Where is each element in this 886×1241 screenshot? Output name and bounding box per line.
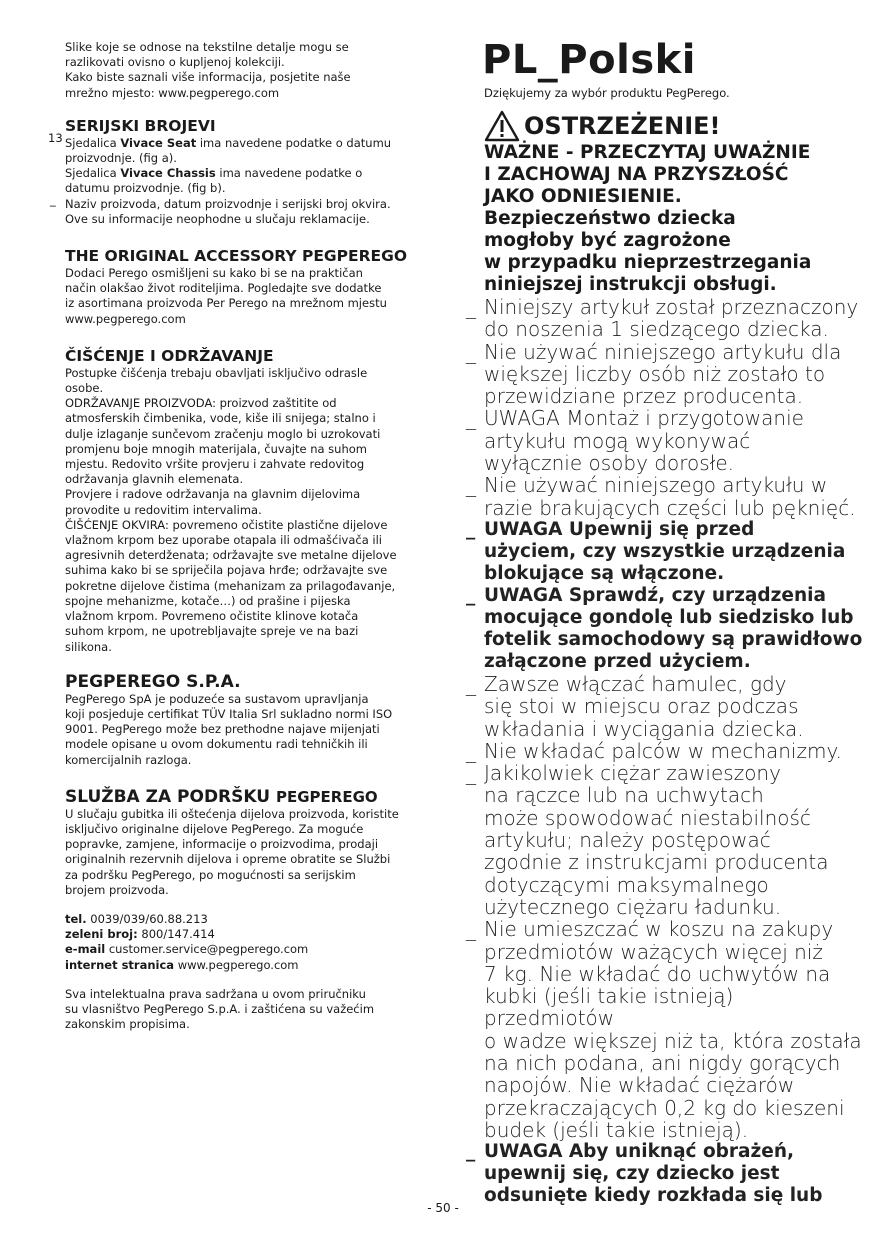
accessory-line: iz asortimana proizvoda Per Perego na mrežnom mjestu	[65, 296, 387, 311]
intro-line: razlikovati ovisno o kupljenoj kolekciji.	[65, 55, 285, 70]
warning-item-line: Zawsze włączać hamulec, gdy	[484, 671, 787, 696]
cleaning-line: osobe.	[65, 381, 104, 396]
cleaning-line: mjestu. Redovito vršite provjeru i zahvate redovitog	[65, 457, 365, 472]
warning-item	[466, 673, 866, 740]
cleaning-line: suhom krpom, ne upotrebljavajte spreje ve na bazi	[65, 624, 359, 639]
support-line: popravke, zamjene, informacije o proizvodima, prodaji	[65, 837, 379, 852]
cleaning-line: ODRŽAVANJE PROIZVODA: proizvod zaštitite od	[65, 396, 337, 411]
warning-item-line: przewidziane przez producenta.	[484, 384, 804, 409]
accessory-line: www.pegperego.com	[65, 311, 186, 326]
company-line: modele opisane u ovom dokumentu radi tehničkih ili	[65, 737, 368, 752]
bullet-dash: _	[466, 339, 476, 364]
warning-triangle-icon	[484, 110, 520, 142]
serial-line: Naziv proizvoda, datum proizvodnje i serijski broj okvira.	[65, 196, 391, 211]
bullet-dash: _	[466, 671, 476, 696]
serial-product: Vivace Chassis	[120, 166, 216, 181]
warning-item-line: UWAGA Montaż i przygotowanie	[484, 406, 804, 431]
warning-item-line: Nie używać niniejszego artykułu w	[484, 473, 828, 498]
support-line: originalnih rezervnih dijelova i opreme obratite se Službi	[65, 852, 391, 867]
warning-item	[466, 341, 866, 408]
warning-item-line: na nich podana, ani nigdy gorących	[484, 1051, 841, 1076]
contact-tel[interactable]	[65, 912, 435, 927]
warning-item-line: wkładania i wyciągania dziecka.	[484, 716, 804, 741]
warning-item-line: załączone przed użyciem.	[484, 650, 751, 672]
contact-label: tel.	[65, 911, 87, 926]
support-line: U slučaju gubitka ili oštećenja dijelova proizvoda, koristite	[65, 806, 399, 821]
left-column	[65, 40, 435, 1032]
support-line: isključivo originalne dijelove PegPerego. Za moguće	[65, 821, 364, 836]
rights-line: Sva intelektualna prava sadržana u ovom priručniku	[65, 986, 366, 1001]
bullet-dash: _	[466, 473, 476, 498]
warning-item-line: się stoi w miejscu oraz podczas	[484, 694, 799, 719]
warning-item-line: Niniejszy artykuł został przeznaczony	[484, 295, 859, 319]
serial-line: proizvodnje. (fig a).	[65, 151, 177, 166]
bullet-dash: _	[466, 584, 476, 606]
intro-text	[65, 40, 435, 101]
warning-item-line: dotyczącymi maksymalnego	[484, 872, 769, 897]
warning-item-line: na rączce lub na uchwytach	[484, 783, 764, 808]
company-line: PegPerego SpA je poduzeće sa sustavom upravljanja	[65, 691, 369, 706]
serial-heading: SERIJSKI BROJEVI	[65, 116, 216, 135]
contact-green[interactable]	[65, 927, 435, 942]
rights-block	[65, 987, 435, 1033]
bullet-dash: _	[466, 917, 476, 942]
warning-item-line: blokujące są włączone.	[484, 562, 725, 584]
warning-item-line: napojów. Nie wkładać ciężarów	[484, 1073, 795, 1098]
important-line: I ZACHOWAJ NA PRZYSZŁOŚĆ	[484, 164, 789, 185]
safety-line: mogłoby być zagrożone	[484, 230, 731, 251]
warning-item-line: Nie umieszczać w koszu na zakupy	[484, 917, 834, 942]
cleaning-line: ČIŠĆENJE OKVIRA: povremeno očistite plastične dijelove	[65, 517, 388, 532]
warning-item	[466, 740, 866, 762]
warning-title: OSTRZEŻENIE!	[524, 112, 721, 140]
cleaning-section	[65, 347, 435, 655]
contact-label: e-mail	[65, 942, 106, 957]
bullet-dash: _	[466, 406, 476, 431]
cleaning-line: vlažnom krpom. Povremeno očistite klinove kotača	[65, 609, 359, 624]
cleaning-line: agresivnih deterdženata; održavajte sve metalne dijelove	[65, 548, 397, 563]
cleaning-line: atmosferskih čimbenika, vode, kiše ili snijega; stalno i	[65, 411, 376, 426]
contact-label: zeleni broj:	[65, 927, 138, 942]
bullet-dash: _	[466, 1141, 476, 1163]
bullet-dash: _	[466, 738, 476, 763]
support-heading	[65, 788, 435, 807]
serial-line: datumu proizvodnje. (fig b).	[65, 181, 226, 196]
intro-line: Kako biste saznali više informacija, posjetite naše	[65, 70, 351, 85]
contact-value: www.pegperego.com	[174, 957, 299, 972]
warning-item-line: razie brakujących części lub pęknięć.	[484, 495, 856, 520]
warning-header	[484, 110, 866, 142]
warning-item	[466, 1141, 866, 1207]
warning-item	[466, 585, 866, 673]
warning-item-line: użytecznego ciężaru ładunku.	[484, 894, 782, 919]
important-line: WAŻNE - PRZECZYTAJ UWAŻNIE	[484, 142, 811, 163]
serial-text: Sjedalica	[65, 135, 121, 150]
warning-item	[466, 296, 866, 341]
warning-item-line: odsunięte kiedy rozkłada się lub	[484, 1185, 823, 1207]
cleaning-text	[65, 366, 435, 655]
rights-line: su vlasništvo PegPerego S.p.A. i zaštićena su važećim	[65, 1001, 375, 1016]
accessory-line: način olakšao život roditeljima. Pogledajte sve dodatke	[65, 281, 382, 296]
warning-item-line: przedmiotów ważących więcej niż	[484, 939, 823, 964]
rights-line: zakonskim propisima.	[65, 1017, 190, 1032]
warning-item-line: użyciem, czy wszystkie urządzenia	[484, 540, 846, 562]
serial-section	[65, 117, 435, 227]
company-line: komercijalnih razloga.	[65, 752, 192, 767]
company-line: koji posjeduje certifikat TÜV Italia Srl sukladno normi ISO	[65, 706, 393, 721]
cleaning-line: pokretne dijelove čistima (mehanizam za prilagođavanje,	[65, 578, 396, 593]
cleaning-line: silikona.	[65, 639, 112, 654]
warning-item-line: większej liczby osób niż zostało to	[484, 361, 826, 386]
support-line: brojem proizvoda.	[65, 882, 169, 897]
warning-item-line: wyłącznie osoby dorosłe.	[484, 451, 735, 476]
warning-item-line: o wadze większej niż ta, która została	[484, 1028, 862, 1053]
warning-item-line: budek (jeśli takie istnieją).	[484, 1117, 749, 1142]
serial-product: Vivace Seat	[120, 135, 197, 150]
thanks-text: Dziękujemy za wybór produktu PegPerego.	[484, 86, 730, 100]
company-line: 9001. PegPerego može bez prethodne najave mijenjati	[65, 722, 380, 737]
cleaning-line: Postupke čišćenja trebaju obavljati isključivo odrasle	[65, 365, 368, 380]
warning-item-line: fotelik samochodowy są prawidłowo	[484, 628, 863, 650]
warning-item	[466, 519, 866, 585]
page-number: - 50 -	[427, 1201, 459, 1215]
warning-item-line: UWAGA Sprawdź, czy urządzenia	[484, 584, 826, 606]
serial-line	[65, 166, 435, 181]
safety-line: Bezpieczeństwo dziecka	[484, 208, 736, 229]
serial-text: Sjedalica	[65, 166, 121, 181]
cleaning-line: provodite u redovitim intervalima.	[65, 502, 262, 517]
warning-item-line: może spowodować niestabilność	[484, 805, 811, 830]
warning-item	[466, 474, 866, 519]
cleaning-line: suhima kako bi se spriječila pojava hrđe; održavajte sve	[65, 563, 388, 578]
cleaning-line: održavanja glavnih elemenata.	[65, 472, 244, 487]
cleaning-heading: ČIŠĆENJE I ODRŽAVANJE	[65, 346, 274, 365]
cleaning-line: spojne mehanizme, kotače…) od prašine i pijeska	[65, 593, 351, 608]
warning-item	[466, 762, 866, 918]
bullet-dash: _	[466, 295, 476, 319]
important-block	[466, 142, 866, 208]
bullet-dash: _	[466, 518, 476, 540]
accessory-section	[65, 247, 435, 327]
cleaning-line: vlažnom krpom bez uporabe otapala ili odmašćivača ili	[65, 533, 382, 548]
accessory-heading: THE ORIGINAL ACCESSORY PEGPEREGO	[65, 247, 408, 266]
warning-item-line: Nie używać niniejszego artykułu dla	[484, 339, 842, 364]
intro-line: Slike koje se odnose na tekstilne detalje mogu se	[65, 40, 349, 54]
warning-item-line: UWAGA Upewnij się przed	[484, 518, 755, 540]
contact-web[interactable]	[65, 958, 435, 973]
warning-item-line: kubki (jeśli takie istnieją) przedmiotów	[484, 984, 734, 1031]
warning-item-line: upewnij się, czy dziecko jest	[484, 1163, 780, 1185]
bullet-dash: _	[466, 761, 476, 786]
support-heading-main: SLUŽBA ZA PODRŠKU	[65, 786, 276, 807]
intro-line: mrežno mjesto: www.pegperego.com	[65, 85, 280, 100]
support-line: za podršku PegPerego, po mogućnosti sa serijskim	[65, 867, 356, 882]
fig-marker-13: 13	[48, 131, 63, 145]
contact-value: 800/147.414	[137, 927, 215, 942]
serial-dash: _	[50, 193, 56, 207]
warning-item-line: przekraczających 0,2 kg do kieszeni	[484, 1095, 845, 1120]
contact-email[interactable]	[65, 942, 435, 957]
warning-item-line: 7 kg. Nie wkładać do uchwytów na	[484, 961, 831, 986]
warning-item-line: UWAGA Aby uniknąć obrażeń,	[484, 1141, 795, 1163]
important-line: JAKO ODNIESIENIE.	[484, 186, 682, 207]
warning-item	[466, 407, 866, 474]
serial-text: ima navedene podatke o datumu	[196, 135, 392, 150]
warning-item-line: Nie wkładać palców w mechanizmy.	[484, 738, 842, 763]
safety-block	[466, 208, 866, 296]
company-section	[65, 673, 435, 768]
warning-item-line: zgodnie z instrukcjami producenta	[484, 850, 829, 875]
warning-item-line: do noszenia 1 siedzącego dziecka.	[484, 317, 829, 342]
contact-label: internet stranica	[65, 957, 175, 972]
safety-line: w przypadku nieprzestrzegania	[484, 252, 812, 273]
right-column	[466, 34, 866, 1207]
contact-block	[65, 912, 435, 973]
warning-list	[466, 296, 866, 1207]
serial-line	[65, 136, 435, 151]
cleaning-line: promjenu boje mnogih materijala, čuvajte na suhom	[65, 441, 367, 456]
serial-line: Ove su informacije neophodne u slučaju reklamacije.	[65, 211, 370, 226]
warning-item-line: mocujące gondolę lub siedzisko lub	[484, 606, 854, 628]
accessory-line: Dodaci Perego osmišljeni su kako bi se na praktičan	[65, 266, 363, 281]
contact-value: 0039/039/60.88.213	[86, 911, 208, 926]
warning-item-line: artykułu mogą wykonywać	[484, 428, 751, 453]
warning-item	[466, 918, 866, 1141]
support-section	[65, 788, 435, 1033]
contact-value: customer.service@pegperego.com	[105, 942, 309, 957]
cleaning-line: dulje izlaganje sunčevom zračenju moglo bi uzrokovati	[65, 426, 381, 441]
warning-item-line: Jakikolwiek ciężar zawieszony	[484, 761, 781, 786]
serial-text: ima navedene podatke o	[215, 166, 363, 181]
safety-line: niniejszej instrukcji obsługi.	[484, 274, 777, 295]
support-heading-brand: PEGPEREGO	[276, 787, 378, 806]
cleaning-line: Provjere i radove održavanja na glavnim dijelovima	[65, 487, 361, 502]
warning-item-line: artykułu; należy postępować	[484, 828, 771, 853]
language-title: PL_Polski	[482, 37, 696, 83]
company-heading: PEGPEREGO S.P.A.	[65, 671, 241, 692]
